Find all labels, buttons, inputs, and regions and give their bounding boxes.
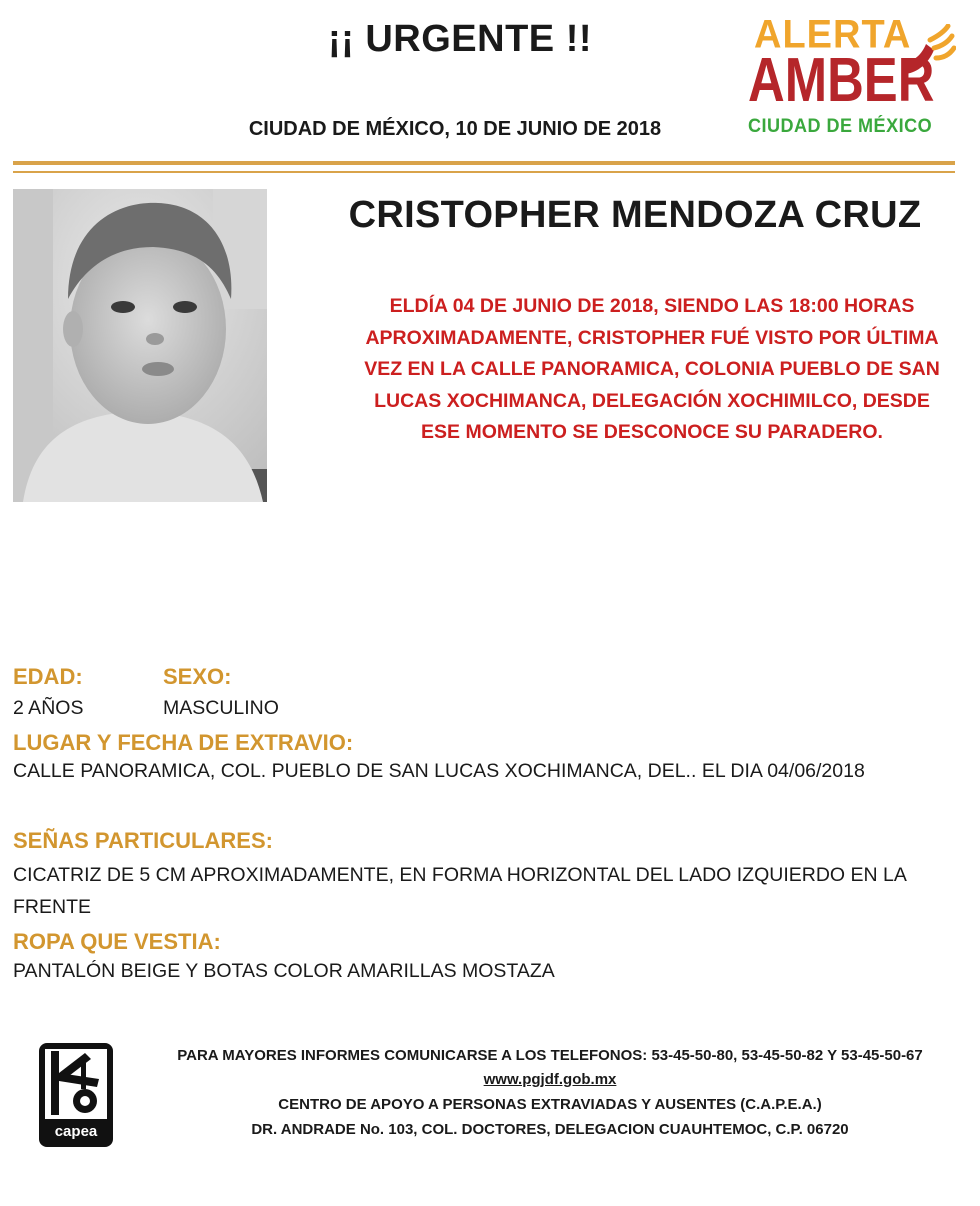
logo-amber-text: AMBER [748,46,935,115]
center-address: DR. ANDRADE No. 103, COL. DOCTORES, DELEGACION CUAUHTEMOC, C.P. 06720 [251,1121,849,1138]
page-title: ¡¡ URGENTE !! [327,18,593,60]
disappearance-description: ELDÍA 04 DE JUNIO DE 2018, SIENDO LAS 18:00 HORAS APROXIMADAMENTE, CRISTOPHER FUÉ VISTO POR ÚLTIMA VEZ EN LA CALLE PANORAMICA, COLONIA PUEBLO DE SAN LUCAS XOCHIMANCA, DELEGACIÓN XOCHIMILCO, DESDE ESE MOMENTO SE DESCONOCE SU PARADERO. [364,295,940,443]
sex-label: SEXO: [163,664,232,689]
logo-cdmx-text: CIUDAD DE MÉXICO [748,116,933,137]
divider-rule-thin [13,171,955,173]
logo-alerta-text: ALERTA [754,12,912,58]
capea-logo [39,1043,113,1147]
dateline: CIUDAD DE MÉXICO, 10 DE JUNIO DE 2018 [248,118,662,140]
clothing-value: PANTALÓN BEIGE Y BOTAS COLOR AMARILLAS MOSTAZA [13,960,555,982]
center-name: CENTRO DE APOYO A PERSONAS EXTRAVIADAS Y AUSENTES (C.A.P.E.A.) [278,1096,822,1113]
missing-person-photo [13,189,267,502]
website-link[interactable]: www.pgjdf.gob.mx [483,1071,617,1088]
capea-label: capea [54,1123,98,1140]
contact-phones: PARA MAYORES INFORMES COMUNICARSE A LOS TELEFONOS: 53-45-50-80, 53-45-50-82 Y 53-45-50-67 [177,1047,923,1064]
age-value: 2 AÑOS [13,697,84,719]
marks-value: CICATRIZ DE 5 CM APROXIMADAMENTE, EN FORMA HORIZONTAL DEL LADO IZQUIERDO EN LA FRENTE [13,864,906,918]
divider-rule-thick [13,161,955,165]
clothing-label: ROPA QUE VESTIA: [13,929,221,954]
sex-value: MASCULINO [163,697,279,719]
marks-label: SEÑAS PARTICULARES: [13,828,273,853]
person-name: CRISTOPHER MENDOZA CRUZ [348,194,922,236]
place-date-label: LUGAR Y FECHA DE EXTRAVIO: [13,730,354,755]
place-date-value: CALLE PANORAMICA, COL. PUEBLO DE SAN LUCAS XOCHIMANCA, DEL.. EL DIA 04/06/2018 [13,760,865,782]
age-label: EDAD: [13,664,83,689]
alerta-amber-logo [748,10,958,142]
